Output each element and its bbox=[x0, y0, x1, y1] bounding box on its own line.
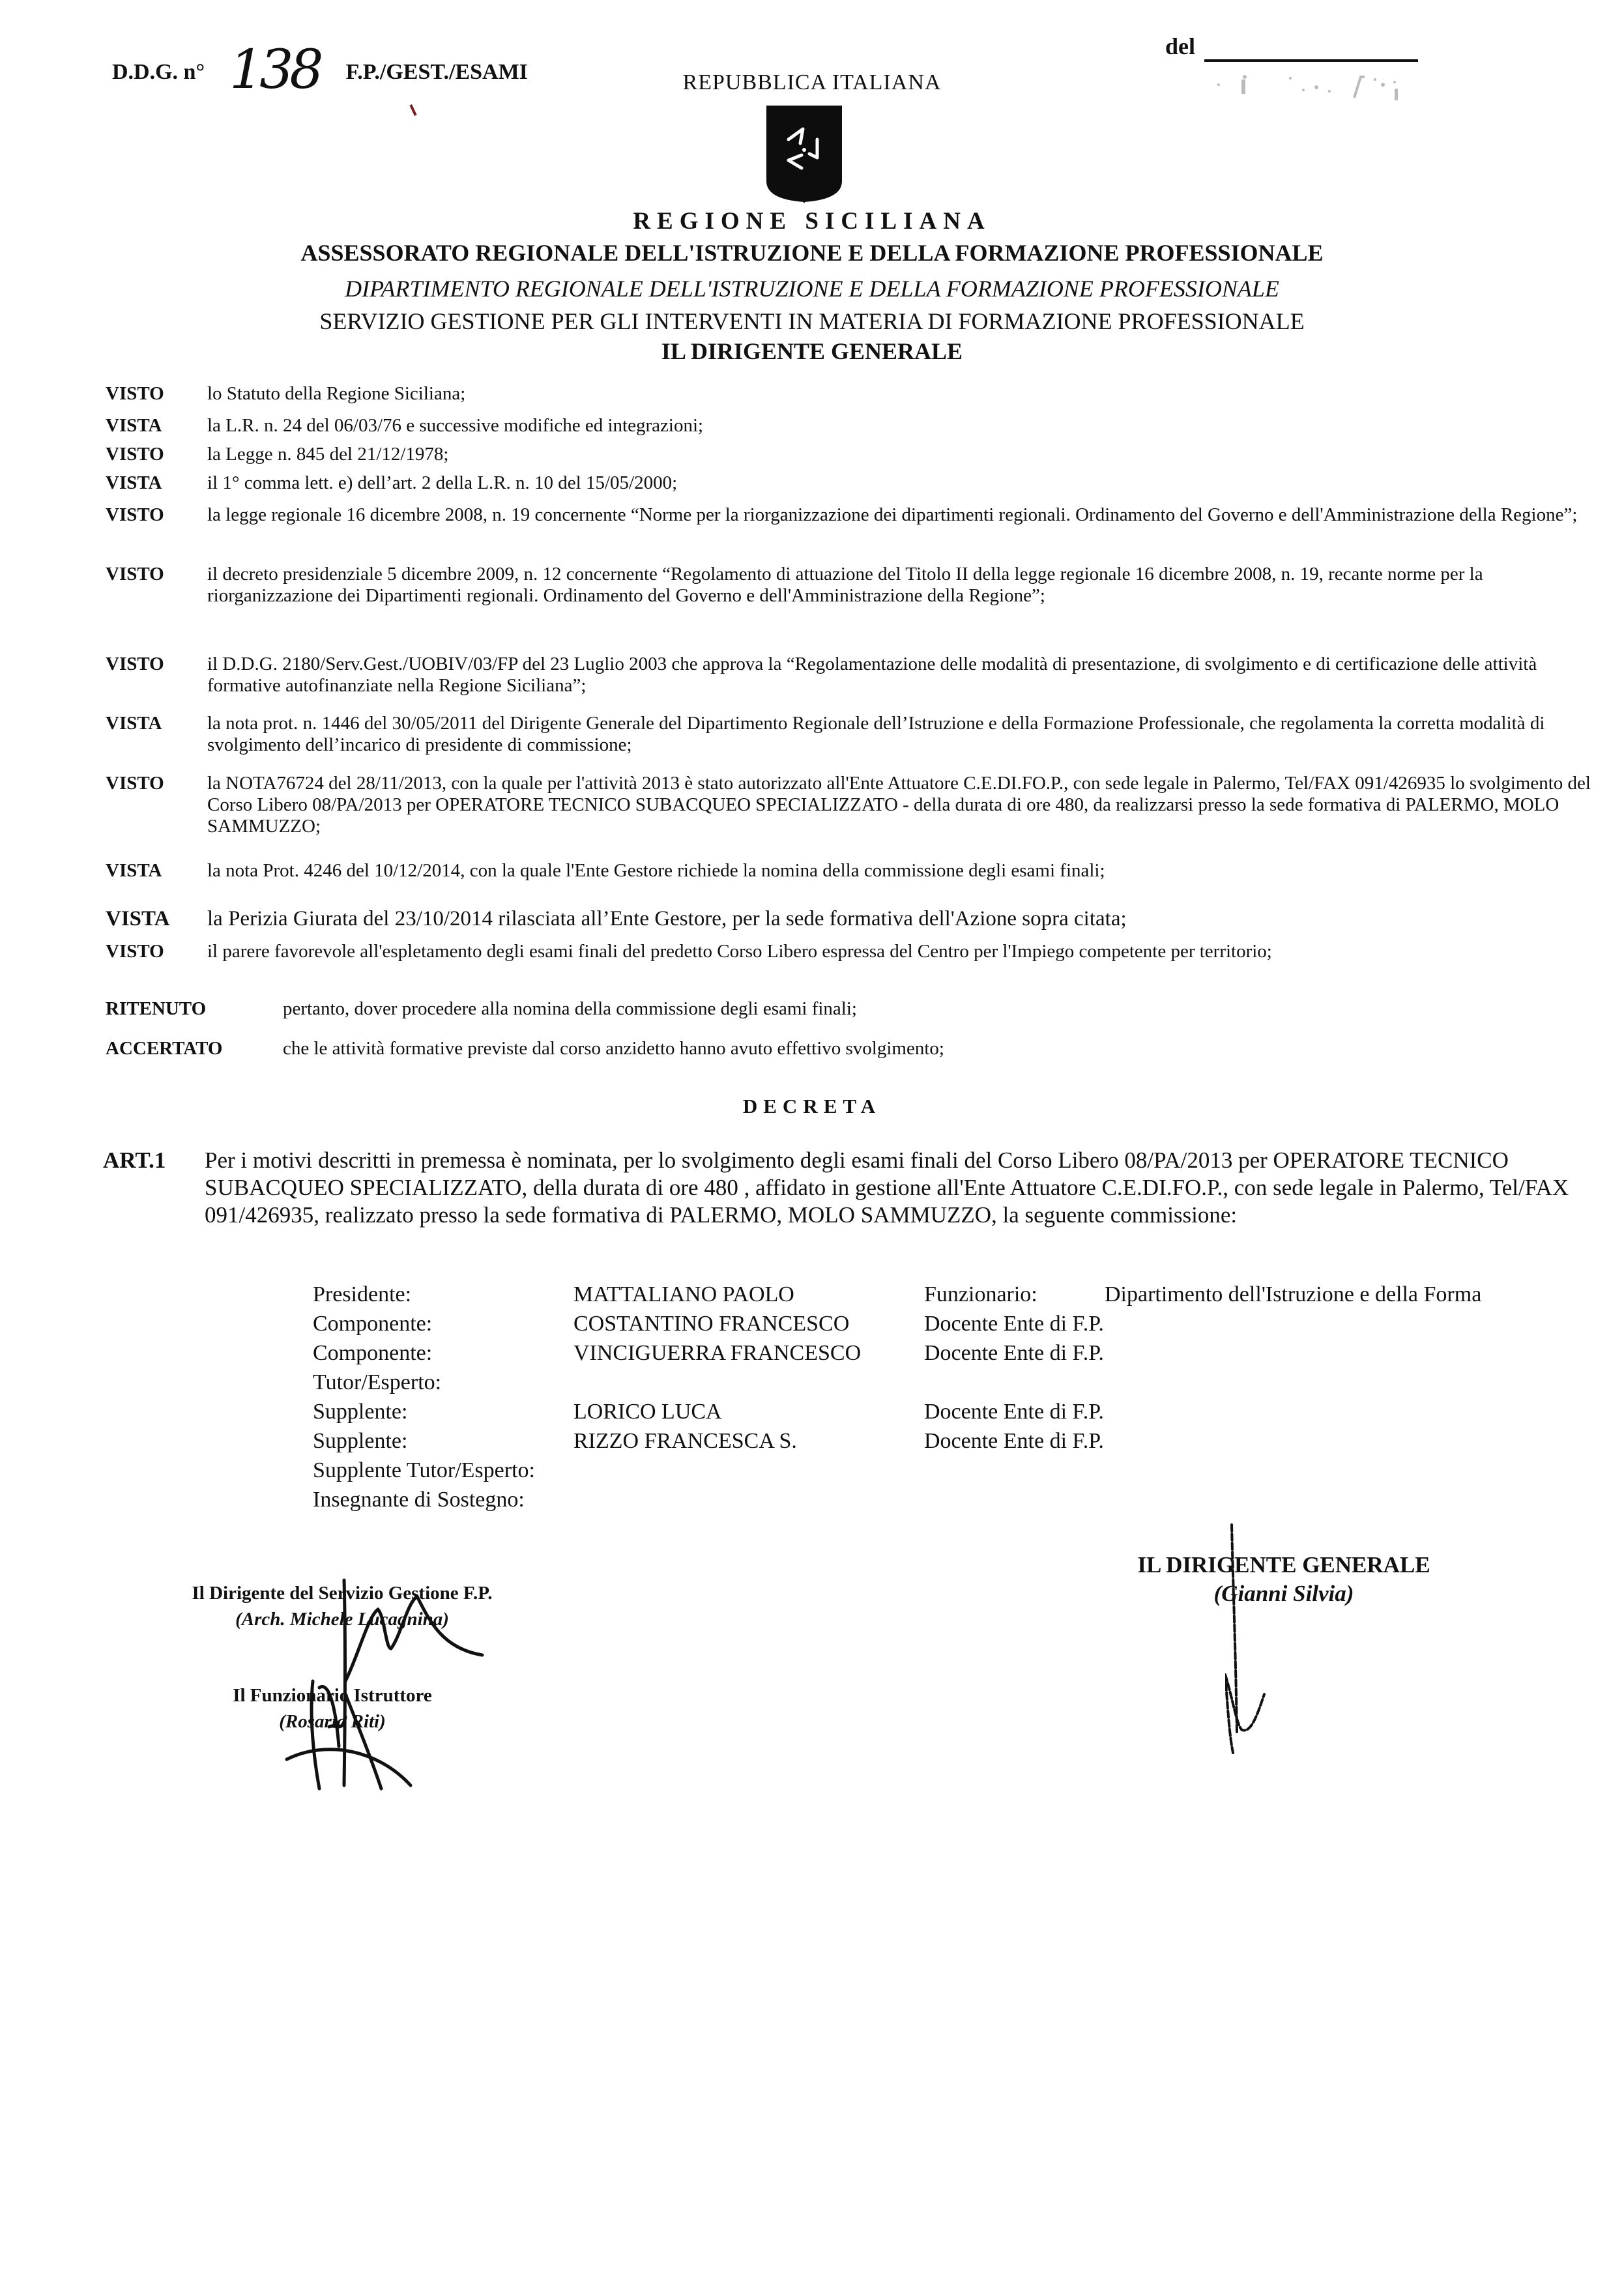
decreta-heading: DECRETA bbox=[742, 1095, 882, 1117]
article-label: ART.1 bbox=[103, 1147, 166, 1173]
premise-item bbox=[106, 564, 1591, 607]
premise-label: VISTO bbox=[106, 564, 164, 584]
premise-text: il D.D.G. 2180/Serv.Gest./UOBIV/03/FP del 23 Luglio 2003 che approva la “Regolamentazione delle modalità di presentazione, di svolgimento e di certificazione delle attività formative autofinanziate nella Regione Siciliana”; bbox=[207, 654, 1537, 696]
premise-text: la Legge n. 845 del 21/12/1978; bbox=[207, 444, 449, 465]
officer-signature-block bbox=[196, 1682, 469, 1735]
premise-label: VISTA bbox=[106, 713, 162, 734]
premise-label: VISTO bbox=[106, 444, 164, 465]
member-role: Supplente: bbox=[313, 1429, 408, 1453]
decree-number-handwritten: 138 bbox=[229, 39, 320, 101]
service-head-signature-block bbox=[130, 1580, 554, 1632]
premise-label: VISTA bbox=[106, 415, 162, 436]
premise-text: lo Statuto della Regione Siciliana; bbox=[207, 383, 466, 404]
premise-item bbox=[106, 504, 1591, 526]
premise-item bbox=[106, 444, 1591, 465]
signatory-title: Il Funzionario Istruttore bbox=[233, 1685, 432, 1706]
premise-label: RITENUTO bbox=[106, 998, 207, 1019]
premise-label: VISTA bbox=[106, 472, 162, 493]
premise-item bbox=[106, 415, 1591, 437]
premise-text: la legge regionale 16 dicembre 2008, n. 19 concernente “Norme per la riorganizzazione dei dipartimenti regionali. Ordinamento del Governo e dell'Amministrazione della Regione”; bbox=[207, 504, 1578, 525]
premise-label: VISTO bbox=[106, 504, 164, 525]
premise-text: pertanto, dover procedere alla nomina della commissione degli esami finali; bbox=[283, 998, 857, 1019]
member-organization: Dipartimento dell'Istruzione e della Forma bbox=[1105, 1282, 1482, 1306]
premise-label: VISTO bbox=[106, 654, 164, 674]
premise-label: VISTO bbox=[106, 383, 164, 404]
republic-heading: REPUBBLICA ITALIANA bbox=[682, 70, 942, 94]
premise-item bbox=[106, 1038, 1591, 1060]
service-heading: SERVIZIO GESTIONE PER GLI INTERVENTI IN MATERIA DI FORMAZIONE PROFESSIONALE bbox=[319, 308, 1305, 334]
member-role: Supplente Tutor/Esperto: bbox=[313, 1458, 535, 1482]
premise-item bbox=[106, 998, 1591, 1020]
member-name: RIZZO FRANCESCA S. bbox=[573, 1429, 797, 1453]
premise-item bbox=[106, 654, 1591, 697]
member-name: VINCIGUERRA FRANCESCO bbox=[573, 1341, 862, 1365]
premise-text: il parere favorevole all'espletamento degli esami finali del predetto Corso Libero espressa del Centro per l'Impiego competente per territorio; bbox=[207, 941, 1272, 962]
ink-mark bbox=[409, 104, 416, 116]
signatory-name: (Rosario Riti) bbox=[279, 1711, 386, 1732]
decree-office-code: F.P./GEST./ESAMI bbox=[345, 60, 528, 84]
department-heading: DIPARTIMENTO REGIONALE DELL'ISTRUZIONE E DELLA FORMAZIONE PROFESSIONALE bbox=[345, 276, 1279, 302]
region-heading: REGIONE SICILIANA bbox=[633, 208, 991, 235]
director-heading: IL DIRIGENTE GENERALE bbox=[661, 338, 963, 364]
premise-text: il decreto presidenziale 5 dicembre 2009, n. 12 concernente “Regolamento di attuazione del Titolo II della legge regionale 16 dicembre 2008, n. 19, recante norme per la riorganizzazione dei Dipartimenti regionali. Ordinamento del Governo e dell'Amministrazione della Regione”; bbox=[207, 564, 1483, 606]
member-name: MATTALIANO PAOLO bbox=[573, 1282, 794, 1306]
premise-text: il 1° comma lett. e) dell’art. 2 della L.R. n. 10 del 15/05/2000; bbox=[207, 472, 678, 493]
signatory-name: (Arch. Michele Lucagnina) bbox=[235, 1609, 449, 1630]
premise-text: la NOTA76724 del 28/11/2013, con la quale per l'attività 2013 è stato autorizzato all'Ente Attuatore C.E.DI.FO.P., con sede legale in Palermo, Tel/FAX 091/426935 lo svolgimento del Corso Libero 08/PA/2013 per OPERATORE TECNICO SUBACQUEO SPECIALIZZATO - della durata di ore 480, da realizzarsi presso la sede formativa di PALERMO, MOLO SAMMUZZO; bbox=[207, 773, 1591, 837]
premise-label: ACCERTATO bbox=[106, 1038, 223, 1059]
article-text: Per i motivi descritti in premessa è nominata, per lo svolgimento degli esami finali del Corso Libero 08/PA/2013 per OPERATORE TECNICO SUBACQUEO SPECIALIZZATO, della durata di ore 480 , affidato in gestione all'Ente Attuatore C.E.DI.FO.P., con sede legale in Palermo, Tel/FAX 091/426935, realizzato presso la sede formativa di PALERMO, MOLO SAMMUZZO, la seguente commissione: bbox=[205, 1147, 1569, 1228]
premise-item bbox=[106, 713, 1591, 756]
premise-label: VISTO bbox=[106, 941, 164, 962]
premise-item bbox=[106, 773, 1591, 837]
member-qualification: Docente Ente di F.P. bbox=[924, 1312, 1104, 1336]
member-role: Componente: bbox=[313, 1312, 433, 1336]
premise-item bbox=[106, 472, 1591, 494]
member-qualification: Docente Ente di F.P. bbox=[924, 1429, 1104, 1453]
premise-text: la nota Prot. 4246 del 10/12/2014, con la quale l'Ente Gestore richiede la nomina della commissione degli esami finali; bbox=[207, 860, 1105, 881]
signatory-name: (Gianni Silvia) bbox=[1213, 1581, 1354, 1606]
date-label: del bbox=[1165, 33, 1196, 59]
member-qualification: Funzionario: bbox=[924, 1282, 1037, 1306]
premise-label: VISTO bbox=[106, 773, 164, 794]
premise-item bbox=[106, 383, 1591, 405]
premise-item bbox=[106, 941, 1591, 962]
member-role: Presidente: bbox=[313, 1282, 412, 1306]
article-1 bbox=[103, 1147, 1576, 1229]
member-role: Insegnante di Sostegno: bbox=[313, 1488, 525, 1512]
assessorato-heading: ASSESSORATO REGIONALE DELL'ISTRUZIONE E DELLA FORMAZIONE PROFESSIONALE bbox=[300, 240, 1324, 266]
signatory-title: IL DIRIGENTE GENERALE bbox=[1137, 1552, 1430, 1578]
premise-label: VISTA bbox=[106, 907, 170, 930]
trinacria-shield-icon bbox=[764, 103, 845, 206]
decree-prefix: D.D.G. n° bbox=[112, 60, 205, 84]
signatory-title: Il Dirigente del Servizio Gestione F.P. bbox=[192, 1583, 493, 1604]
member-qualification: Docente Ente di F.P. bbox=[924, 1341, 1104, 1365]
member-name: LORICO LUCA bbox=[573, 1400, 722, 1424]
member-name: COSTANTINO FRANCESCO bbox=[573, 1312, 850, 1336]
premise-text: che le attività formative previste dal corso anzidetto hanno avuto effettivo svolgimento; bbox=[283, 1038, 944, 1059]
premise-text: la Perizia Giurata del 23/10/2014 rilasciata all’Ente Gestore, per la sede formativa dell'Azione sopra citata; bbox=[207, 907, 1127, 930]
member-role: Supplente: bbox=[313, 1400, 408, 1424]
member-role: Componente: bbox=[313, 1341, 433, 1365]
general-director-signature-block bbox=[1088, 1551, 1479, 1608]
premise-item bbox=[106, 860, 1591, 882]
premise-label: VISTA bbox=[106, 860, 162, 881]
member-role: Tutor/Esperto: bbox=[313, 1370, 442, 1394]
premise-item bbox=[106, 907, 1591, 930]
member-qualification: Docente Ente di F.P. bbox=[924, 1400, 1104, 1424]
premise-text: la nota prot. n. 1446 del 30/05/2011 del Dirigente Generale del Dipartimento Regionale dell’Istruzione e della Formazione Professionale, che regolamenta la corretta modalità di svolgimento dell’incarico di presidente di commissione; bbox=[207, 713, 1545, 755]
premise-text: la L.R. n. 24 del 06/03/76 e successive modifiche ed integrazioni; bbox=[207, 415, 704, 436]
date-underline bbox=[1204, 59, 1418, 62]
